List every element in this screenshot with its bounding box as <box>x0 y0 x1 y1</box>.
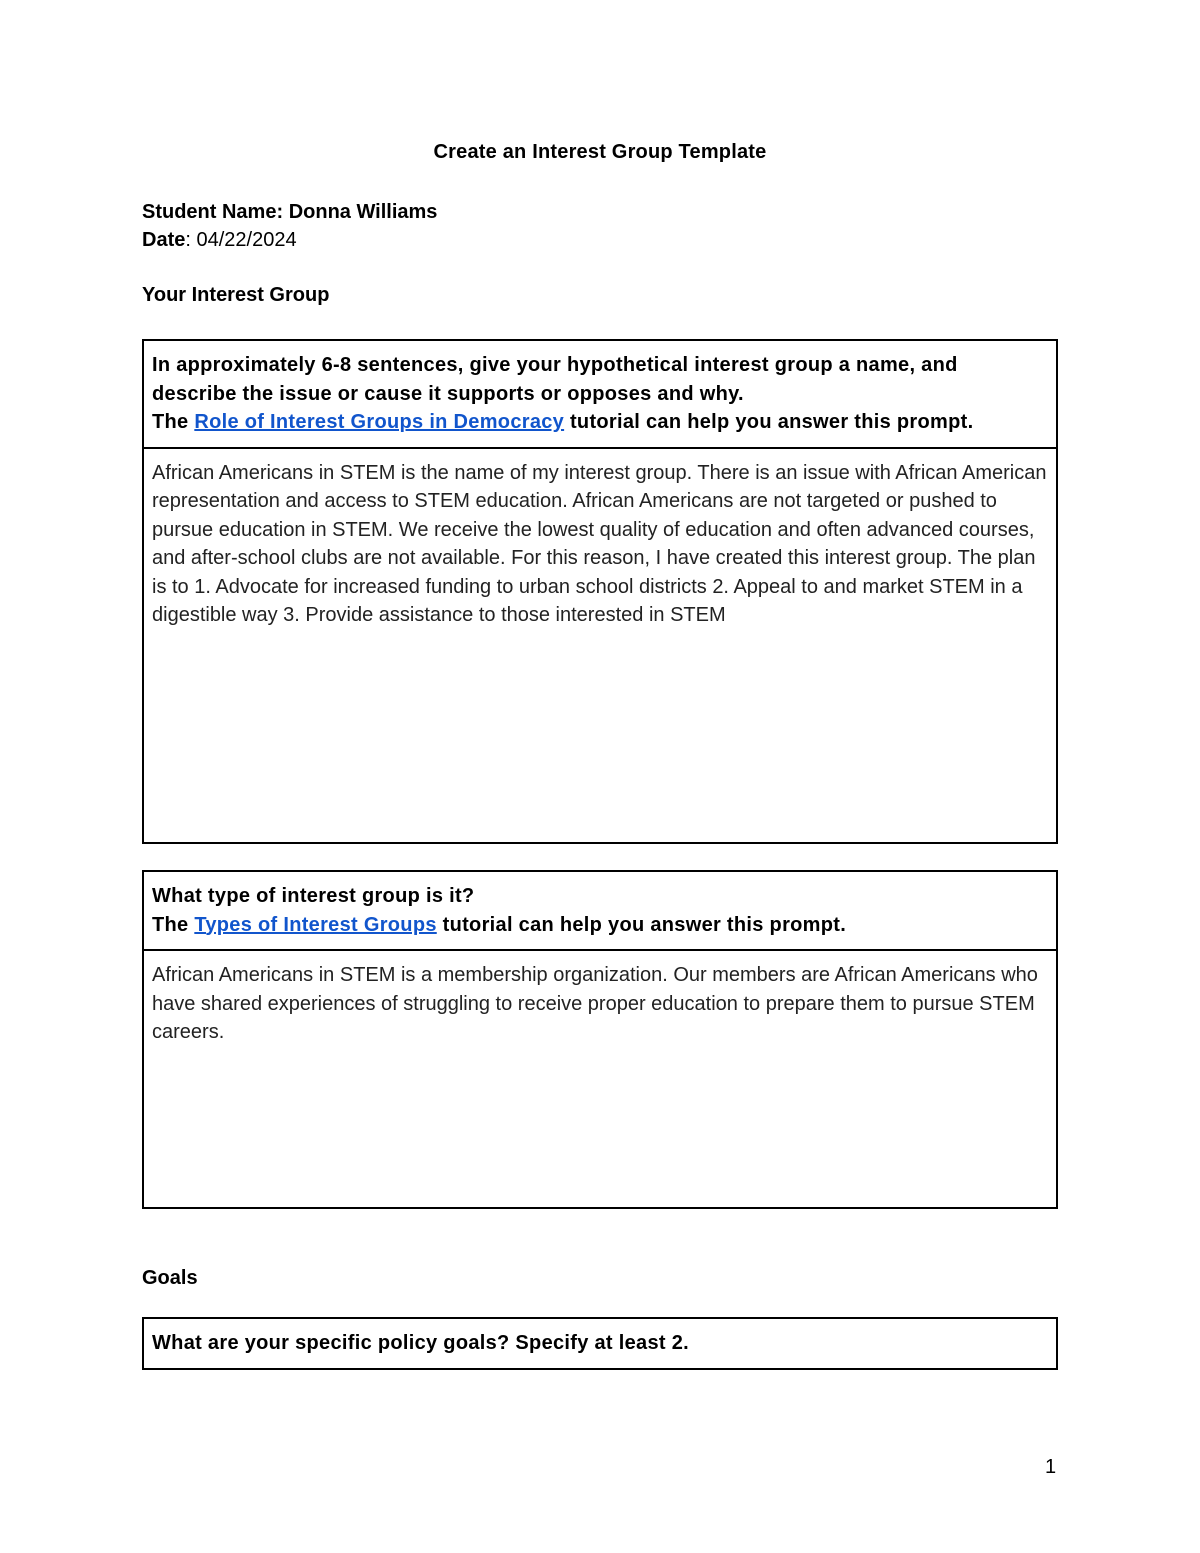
prompt-tutorial-suffix: tutorial can help you answer this prompt. <box>564 411 974 433</box>
interest-group-heading: Your Interest Group <box>142 284 330 306</box>
types-of-interest-groups-link[interactable]: Types of Interest Groups <box>194 913 437 936</box>
date-line <box>142 227 297 253</box>
prompt-tutorial-line <box>152 408 1048 437</box>
answer-text-group-type[interactable]: African Americans in STEM is a membership organization. Our members are African Americans who have shared experiences of struggling to receive proper education to prepare them to pursue STEM careers. <box>152 964 1038 1043</box>
prompt-text: What type of interest group is it? <box>152 885 475 907</box>
student-name-value: Donna Williams <box>288 201 438 223</box>
document-title: Create an Interest Group Template <box>433 141 767 163</box>
prompt-header <box>144 872 1056 951</box>
prompt-box-group-name <box>142 339 1058 844</box>
prompt-header <box>144 341 1056 449</box>
answer-text-group-name[interactable]: African Americans in STEM is the name of my interest group. There is an issue with African American representation and access to STEM education. African Americans are not targeted or pushed to pursue education in STEM. We receive the lowest quality of education and often advanced courses, and after-school clubs are not available. For this reason, I have created this interest group. The plan is to 1. Advocate for increased funding to urban school districts 2. Appeal to and market STEM in a digestible way 3. Provide assistance to those interested in STEM <box>152 461 1047 626</box>
goals-heading: Goals <box>142 1267 198 1289</box>
prompt-box-policy-goals <box>142 1317 1058 1370</box>
prompt-text: What are your specific policy goals? Specify at least 2. <box>152 1332 689 1354</box>
prompt-text: In approximately 6-8 sentences, give your hypothetical interest group a name, and describe the issue or cause it supports or opposes and why. <box>152 354 958 405</box>
prompt-tutorial-prefix: The <box>152 913 195 936</box>
prompt-tutorial-suffix: tutorial can help you answer this prompt. <box>436 913 847 936</box>
student-name-label: Student Name: <box>142 201 284 223</box>
page-number: 1 <box>1045 1456 1057 1478</box>
role-of-interest-groups-link[interactable]: Role of Interest Groups in Democracy <box>194 411 565 433</box>
prompt-tutorial-line <box>152 911 1048 940</box>
date-label: Date <box>142 229 186 251</box>
prompt-box-group-type <box>142 870 1058 1209</box>
student-name-line <box>142 199 437 225</box>
date-value: : 04/22/2024 <box>185 229 297 251</box>
prompt-tutorial-prefix: The <box>152 411 195 433</box>
